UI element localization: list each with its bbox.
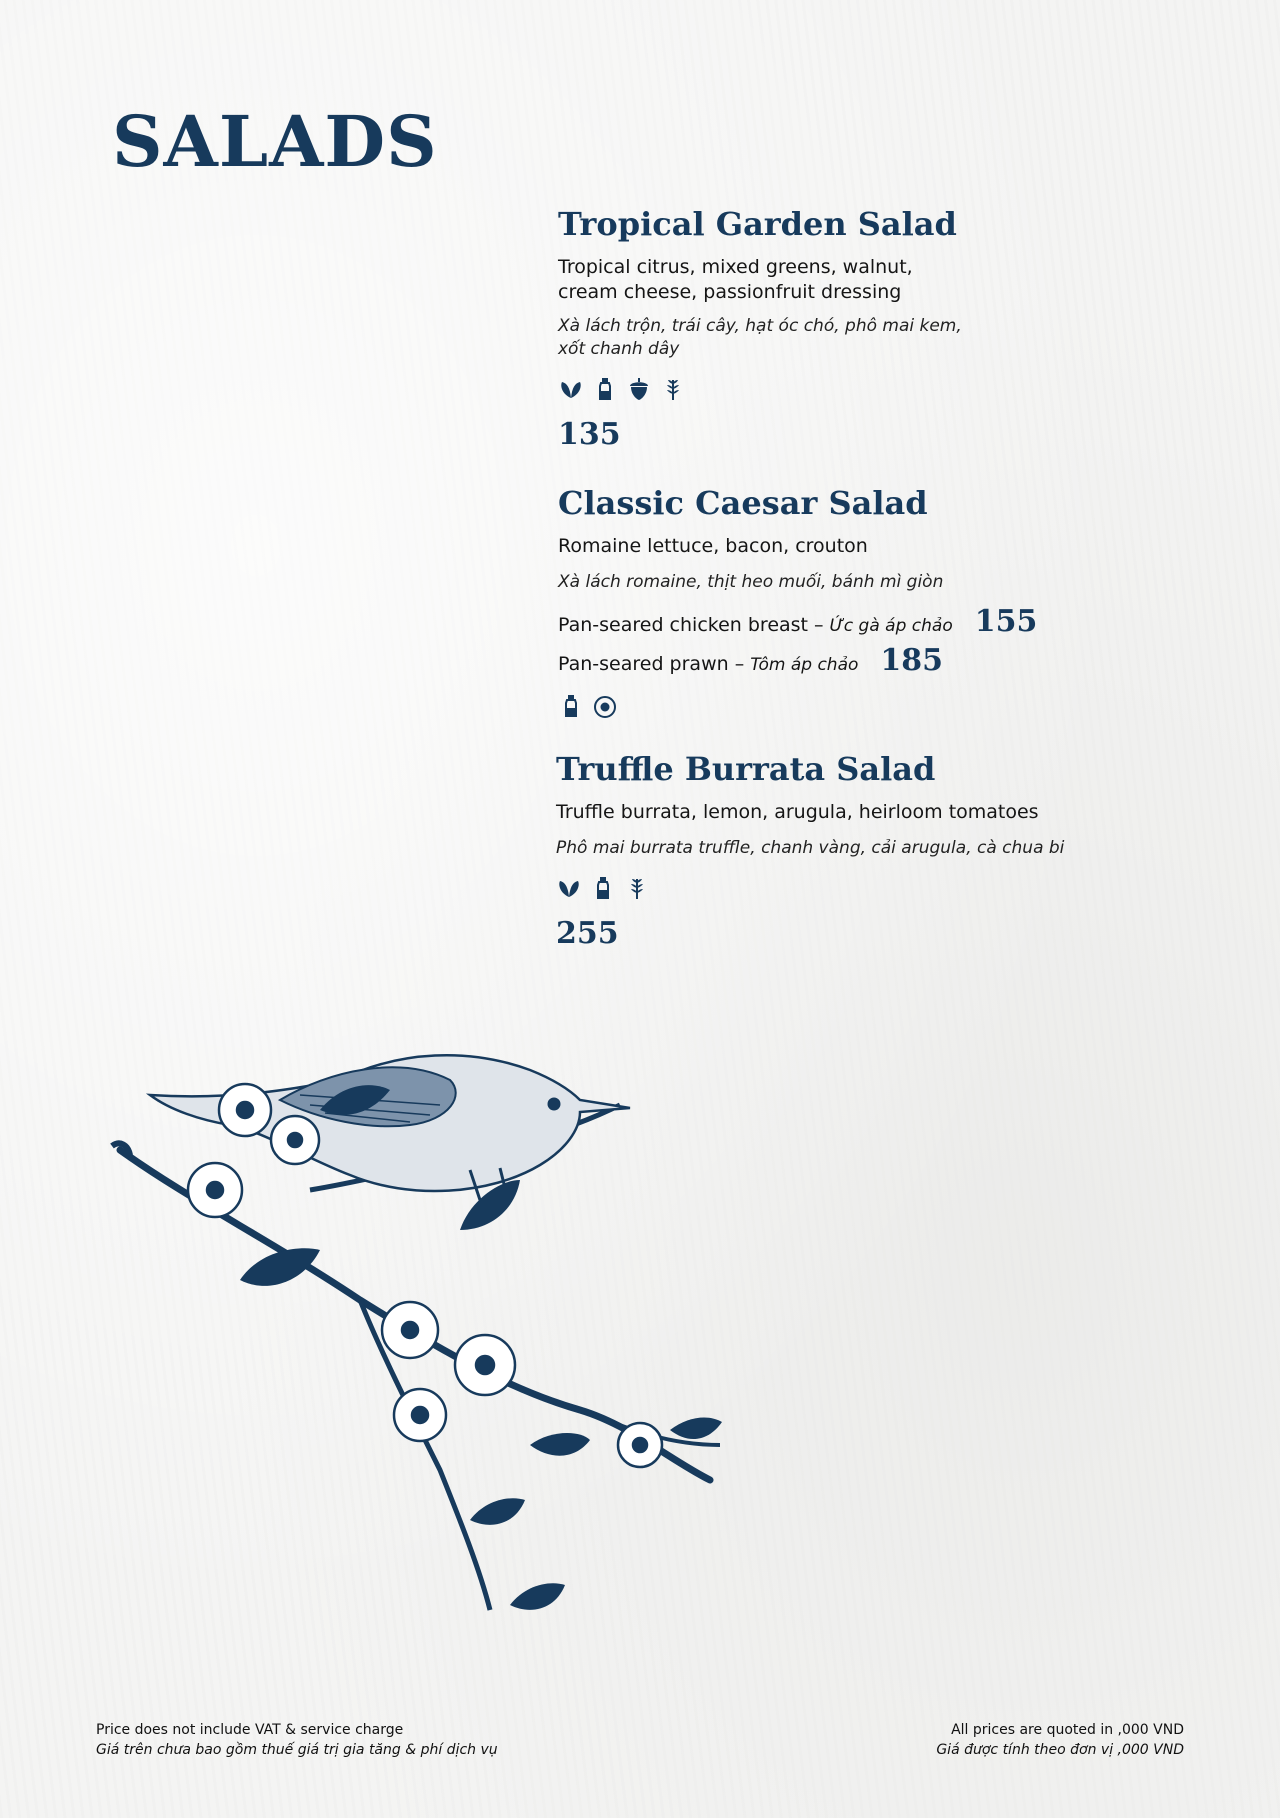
option-chicken (558, 604, 1118, 639)
dietary-icons (558, 375, 1078, 403)
option-label-vi: Tôm áp chảo (750, 655, 859, 675)
wheat-icon (624, 875, 650, 901)
option-label-en: Pan-seared chicken breast – (558, 614, 824, 636)
menu-item-truffle-burrata-salad (556, 750, 1116, 951)
footer-vat-note-vi: Giá trên chưa bao gồm thuế giá trị gia tăng & phí dịch vụ (96, 1742, 498, 1758)
item-name: Truffle Burrata Salad (556, 750, 936, 788)
item-description-vi: Phô mai burrata truffle, chanh vàng, cải arugula, cà chua bi (556, 838, 1065, 858)
item-description-vi: Xà lách trộn, trái cây, hạt óc chó, phô mai kem, xốt chanh dây (558, 316, 962, 359)
option-price: 155 (974, 604, 1038, 639)
milk-icon (590, 875, 616, 901)
menu-item-tropical-garden-salad (558, 205, 1078, 452)
dietary-icons (558, 692, 1118, 720)
footer-currency-note (936, 1720, 1184, 1760)
footer-currency-note-en: All prices are quoted in ,000 VND (951, 1722, 1184, 1738)
menu-item-classic-caesar-salad (558, 484, 1118, 720)
leaf-icon (558, 376, 584, 402)
footer-vat-note-en: Price does not include VAT & service charge (96, 1722, 404, 1738)
bird-on-branch-illustration (110, 1050, 780, 1670)
dietary-icons (556, 874, 1116, 902)
item-price: 255 (556, 916, 619, 951)
item-price: 135 (558, 417, 621, 452)
item-name: Classic Caesar Salad (558, 484, 928, 522)
option-label-en: Pan-seared prawn – (558, 653, 745, 675)
item-description-en: Romaine lettuce, bacon, crouton (558, 535, 868, 557)
item-name: Tropical Garden Salad (558, 205, 957, 243)
footer-currency-note-vi: Giá được tính theo đơn vị ,000 VND (936, 1742, 1184, 1758)
leaf-icon (556, 875, 582, 901)
milk-icon (558, 693, 584, 719)
option-price: 185 (880, 643, 944, 678)
milk-icon (592, 376, 618, 402)
egg-icon (592, 693, 618, 719)
option-label-vi: Ức gà áp chảo (829, 616, 953, 636)
option-prawn (558, 643, 1118, 678)
footer-vat-note (96, 1720, 498, 1760)
wheat-icon (660, 376, 686, 402)
page-title: SALADS (112, 100, 438, 183)
item-description-en: Tropical citrus, mixed greens, walnut, cream cheese, passionfruit dressing (558, 256, 913, 303)
item-description-vi: Xà lách romaine, thịt heo muối, bánh mì giòn (558, 572, 944, 592)
nut-icon (626, 376, 652, 402)
item-description-en: Truffle burrata, lemon, arugula, heirloom tomatoes (556, 801, 1039, 823)
